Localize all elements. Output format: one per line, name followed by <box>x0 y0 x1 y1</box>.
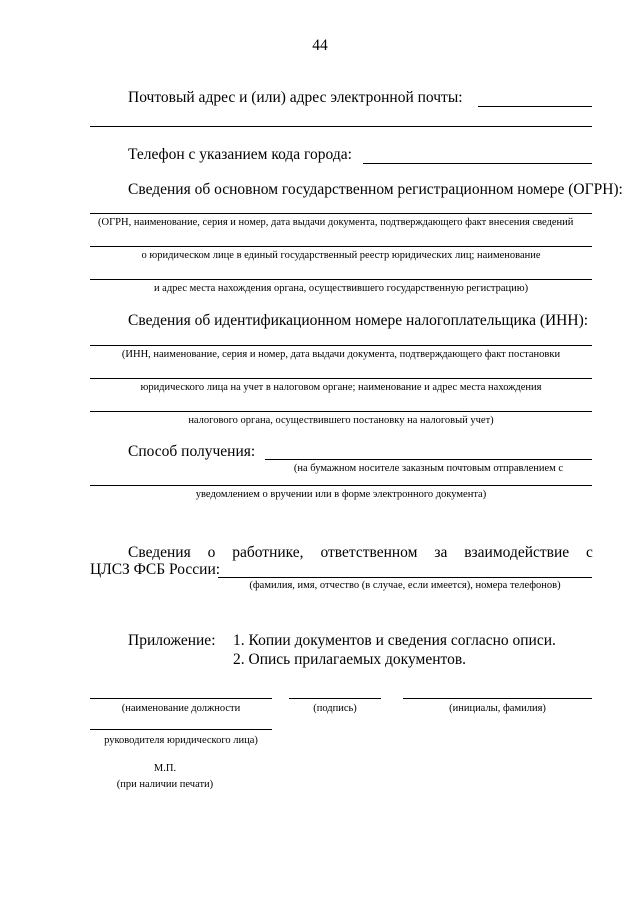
position-field-line2[interactable] <box>90 729 272 730</box>
attachment-item-2: 2. Опись прилагаемых документов. <box>233 651 467 668</box>
position-hint: (наименование должности <box>121 703 241 714</box>
inn-hint-3: налогового органа, осуществившего постановку на налоговый учет) <box>188 415 494 426</box>
employee-word-5: за <box>434 544 448 561</box>
employee-word-2: о <box>207 544 216 561</box>
postal-address-label: Почтовый адрес и (или) адрес электронной почты: <box>128 89 463 106</box>
signature-hint: (подпись) <box>313 703 357 714</box>
method-field-line2[interactable] <box>90 485 592 486</box>
ogrn-hint-1: (ОГРН, наименование, серия и номер, дата выдачи документа, подтверждающего факт внесения сведений <box>98 217 574 228</box>
inn-hint-2: юридического лица на учет в налоговом органе; наименование и адрес места нахождения <box>140 382 542 393</box>
method-hint-2: уведомлением о вручении или в форме электронного документа) <box>195 489 487 500</box>
method-label: Способ получения: <box>128 443 256 460</box>
employee-word-7: с <box>586 544 593 561</box>
inn-label: Сведения об идентификационном номере налогоплательщика (ИНН): <box>128 312 589 329</box>
method-field[interactable] <box>265 459 592 460</box>
ogrn-label: Сведения об основном государственном регистрационном номере (ОГРН): <box>128 181 623 198</box>
inn-field-line3[interactable] <box>90 411 592 412</box>
stamp-hint: (при наличии печати) <box>116 779 214 790</box>
inn-hint-1: (ИНН, наименование, серия и номер, дата выдачи документа, подтверждающего факт постановки <box>121 349 561 360</box>
employee-word-4: ответственном <box>320 544 418 561</box>
employee-word-6: взаимодействие <box>464 544 570 561</box>
stamp-label: М.П. <box>153 763 177 774</box>
name-hint: (инициалы, фамилия) <box>449 703 546 714</box>
postal-address-field-line2[interactable] <box>90 126 592 127</box>
attachment-label: Приложение: <box>128 632 216 649</box>
employee-label-line2: ЦЛСЗ ФСБ России: <box>90 561 221 578</box>
phone-field[interactable] <box>363 163 592 164</box>
employee-hint: (фамилия, имя, отчество (в случае, если имеется), номера телефонов) <box>249 580 561 591</box>
page-number: 44 <box>312 37 328 54</box>
postal-address-field[interactable] <box>478 106 592 107</box>
ogrn-hint-2: о юридическом лице в единый государственный реестр юридических лиц; наименование <box>141 250 541 261</box>
ogrn-hint-3: и адрес места нахождения органа, осуществившего государственную регистрацию) <box>153 283 529 294</box>
phone-label: Телефон с указанием кода города: <box>128 146 352 163</box>
attachment-item-1: 1. Копии документов и сведения согласно описи. <box>233 632 556 649</box>
position-hint-2: руководителя юридического лица) <box>104 735 258 746</box>
employee-field[interactable] <box>218 577 592 578</box>
position-field[interactable] <box>90 698 272 699</box>
ogrn-field-line3[interactable] <box>90 279 592 280</box>
inn-field-line1[interactable] <box>90 345 592 346</box>
employee-word-1: Сведения <box>128 544 191 561</box>
signature-field[interactable] <box>289 698 381 699</box>
name-field[interactable] <box>403 698 592 699</box>
method-hint-1: (на бумажном носителе заказным почтовым отправлением с <box>293 463 564 474</box>
employee-label-line1 <box>128 544 593 562</box>
inn-field-line2[interactable] <box>90 378 592 379</box>
ogrn-field-line2[interactable] <box>90 246 592 247</box>
employee-word-3: работнике, <box>232 544 304 561</box>
ogrn-field-line1[interactable] <box>90 213 592 214</box>
